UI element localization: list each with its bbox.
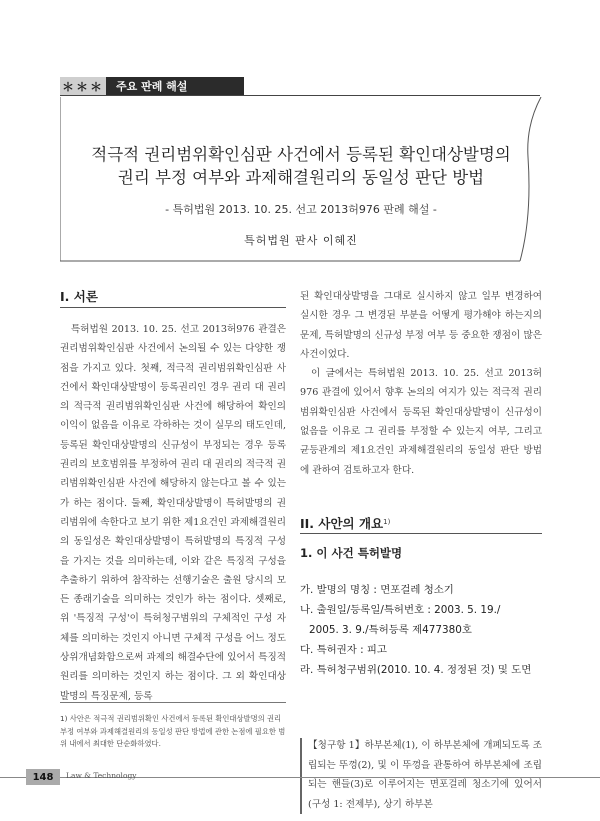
patent-info-list: [300, 580, 546, 680]
section-rule-intro: [60, 307, 286, 308]
claim-text: 【청구항 1】하부본체(1), 이 하부본체에 개폐되도록 조립되는 뚜껑(2), 및 이 뚜껑을 관통하여 하부본체에 조립되는 핸들(3)로 이루어지는 면포걸레 청소기에 있어서(구성 1: 전제부), 상기 하부본: [308, 740, 542, 810]
page-number: 148: [26, 769, 60, 785]
section-title-intro: I. 서론: [60, 289, 98, 304]
intro-paragraph: 특허법원 2013. 10. 25. 선고 2013허976 관결은 권리범위확인심판 사건에서 논의될 수 있는 다양한 쟁점을 가지고 있다. 첫째, 적극적 권리범위확인심판 사건에서 확인대상발명이 등록권리인 경우 권리 대 권리의 적극적 권리범위확인심판 사건에 해당하여 확인의 이익이 없음을 이유로 각하하는 것이 실무의 태도인데, 등록된 확인대상발명의 신규성이 부정되는 경우 등록권리의 보호범위를 부정하여 권리 대 권리의 적극적 권리범위확인심판 사건에 해당하지 않는다고 볼 수 있는가 하는 점이다. 둘째, 확인대상발명이 특허발명의 권리범위에 속한다고 보기 위한 제1요건인 과제해결원리의 동일성은 확인대상발명이 특허발명의 특징적 구성을 가지는 것을 의미하는데, 이와 같은 특징적 구성을 추출하기 위하여 참작하는 선행기술은 출원 당시의 모든 종래기술을 의미하는 것인가 하는 점이다. 셋째로, 위 '특징적 구성'이 특허청구범위의 구체적인 구성 자체를 의미하는 것인지 아니면 구체적 구성을 어느 정도 상위개념화함으로써 과제의 해결수단에 있어서 특징적 원리를 의미하는 것인지 하는 점이다. 그 외 확인대상발명의 특징문제, 등록: [60, 324, 286, 702]
list-item: 다. 특허권자 : 피고: [300, 644, 387, 656]
category-badge: 주요 판례 해설: [106, 77, 244, 95]
list-item: 2005. 3. 9./특허등록 제477380호: [309, 624, 472, 636]
article-author: 특허법원 판사 이혜진: [244, 234, 358, 247]
article-title-line-2: 권리 부정 여부와 과제해결원리의 동일성 판단 방법: [117, 168, 485, 187]
journal-name: Law & Technology: [66, 771, 137, 780]
section-title-facts: II. 사안의 개요: [300, 516, 384, 532]
footnote-rule: [60, 702, 286, 703]
right-paragraph-1: 된 확인대상발명을 그대로 실시하지 않고 일부 변경하여 실시한 경우 그 변경된 부분을 어떻게 평가해야 하는지의 문제, 특허발명의 신규성 부정 여부 등 중요한 쟁점이 많은 사건이었다.: [300, 291, 542, 360]
list-item: 가. 발명의 명칭 : 면포걸레 청소기: [300, 584, 454, 596]
left-column: [60, 287, 286, 306]
section-rule-facts: [300, 533, 542, 534]
section-footnote-ref: 1): [383, 518, 391, 526]
article-subtitle: - 특허법원 2013. 10. 25. 선고 2013허976 판례 해설 -: [165, 203, 437, 216]
title-box: [60, 97, 542, 265]
article-title-line-1: 적극적 권리범위확인심판 사건에서 등록된 확인대상발명의: [91, 145, 511, 164]
list-item: 나. 출원일/등록일/특허번호 : 2003. 5. 19./: [300, 604, 501, 616]
subsection-title: 1. 이 사건 특허발명: [300, 546, 403, 560]
star-icons: ＊＊＊: [60, 77, 106, 95]
footnote: 1) 사안은 적극적 권리범위확인 사건에서 등록된 확인대상발명의 권리 부정 여부와 과제해결원리의 동일성 판단 방법에 관한 논점에 필요한 범위 내에서 최대한 단순화하였다.: [60, 714, 286, 748]
header-rule: [60, 95, 540, 96]
right-paragraph-2: 이 글에서는 특허법원 2013. 10. 25. 선고 2013허976 관결에 있어서 향후 논의의 여지가 있는 적극적 권리범위확인심판 사건에서 등록된 확인대상발명이 신규성이 없음을 이유로 그 권리를 부정할 수 있는지 여부, 그리고 균등관계의 제1요건인 과제해결원리의 동일성 판단 방법에 관하여 검토하고자 한다.: [300, 368, 542, 476]
right-column: [300, 287, 542, 480]
intro-paragraph-block: [60, 320, 286, 706]
list-item: 라. 특허청구범위(2010. 10. 4. 정정된 것) 및 도면: [300, 664, 532, 676]
section-badge-row: [60, 77, 244, 95]
